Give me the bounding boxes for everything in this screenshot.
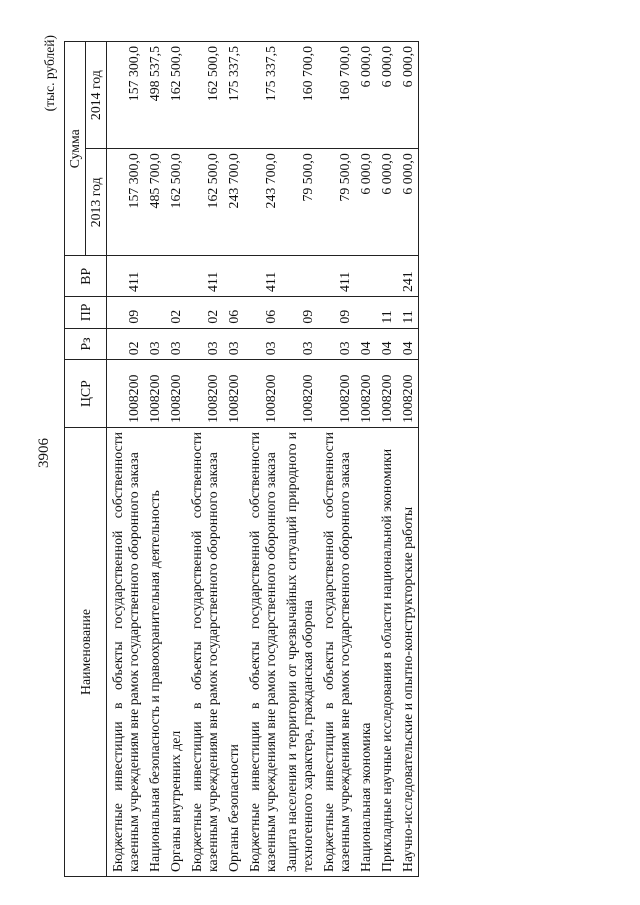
row-sum-2013: 79 500,0 [318, 149, 355, 256]
row-pr [355, 297, 376, 329]
table-row [144, 42, 165, 877]
row-csr: 1008200 [281, 360, 318, 428]
header-year-2013: 2013 год [86, 149, 107, 256]
row-pr: 09 [281, 297, 318, 329]
table-row [186, 42, 223, 877]
row-sum-2014: 157 300,0 [107, 42, 145, 149]
row-sum-2014: 175 337,5 [244, 42, 281, 149]
row-rz: 04 [355, 328, 376, 360]
table-row [376, 42, 397, 877]
row-sum-2014: 162 500,0 [186, 42, 223, 149]
row-rz: 03 [165, 328, 186, 360]
row-vr: 411 [107, 256, 145, 297]
row-name: Бюджетные инвестиции в объекты государственной собственности казенным учреждениям вне рамок государственного оборонного заказа [318, 427, 355, 876]
row-csr: 1008200 [107, 360, 145, 428]
row-vr [223, 256, 244, 297]
row-sum-2014: 498 537,5 [144, 42, 165, 149]
table-row [355, 42, 376, 877]
row-csr: 1008200 [165, 360, 186, 428]
row-sum-2014: 6 000,0 [397, 42, 419, 149]
header-name: Наименование [65, 427, 107, 876]
row-name: Бюджетные инвестиции в объекты государственной собственности казенным учреждениям вне рамок государственного оборонного заказа [244, 427, 281, 876]
row-name: Национальная экономика [355, 427, 376, 876]
row-sum-2014: 6 000,0 [355, 42, 376, 149]
row-vr [165, 256, 186, 297]
header-year-2014: 2014 год [86, 42, 107, 149]
row-sum-2013: 6 000,0 [397, 149, 419, 256]
row-sum-2013: 79 500,0 [281, 149, 318, 256]
row-pr: 09 [107, 297, 145, 329]
row-rz: 04 [376, 328, 397, 360]
row-name: Бюджетные инвестиции в объекты государственной собственности казенным учреждениям вне рамок государственного оборонного заказа [107, 427, 145, 876]
row-sum-2014: 6 000,0 [376, 42, 397, 149]
row-name: Защита населения и территории от чрезвычайных ситуаций природного и техногенного характера, гражданская оборона [281, 427, 318, 876]
table-row [165, 42, 186, 877]
row-pr: 09 [318, 297, 355, 329]
row-sum-2014: 160 700,0 [318, 42, 355, 149]
row-vr: 241 [397, 256, 419, 297]
row-sum-2013: 157 300,0 [107, 149, 145, 256]
row-rz: 03 [186, 328, 223, 360]
table-row [281, 42, 318, 877]
row-sum-2013: 243 700,0 [223, 149, 244, 256]
row-sum-2014: 160 700,0 [281, 42, 318, 149]
row-csr: 1008200 [318, 360, 355, 428]
row-sum-2014: 162 500,0 [165, 42, 186, 149]
row-vr: 411 [186, 256, 223, 297]
row-sum-2013: 162 500,0 [186, 149, 223, 256]
header-pr: ПР [65, 297, 107, 329]
row-pr: 02 [186, 297, 223, 329]
row-vr [281, 256, 318, 297]
row-csr: 1008200 [144, 360, 165, 428]
header-sum: Сумма [65, 42, 86, 256]
header-rz: Рз [65, 328, 107, 360]
row-csr: 1008200 [376, 360, 397, 428]
row-name: Органы внутренних дел [165, 427, 186, 876]
row-sum-2013: 6 000,0 [355, 149, 376, 256]
table-row [223, 42, 244, 877]
row-sum-2013: 6 000,0 [376, 149, 397, 256]
row-name: Прикладные научные исследования в области национальной экономики [376, 427, 397, 876]
page-number: 3906 [36, 438, 52, 468]
row-vr: 411 [318, 256, 355, 297]
row-pr: 06 [244, 297, 281, 329]
row-rz: 03 [223, 328, 244, 360]
row-sum-2013: 243 700,0 [244, 149, 281, 256]
row-sum-2013: 162 500,0 [165, 149, 186, 256]
unit-note: (тыс. рублей) [42, 35, 57, 112]
row-rz: 03 [281, 328, 318, 360]
header-vr: ВР [65, 256, 107, 297]
table-row [318, 42, 355, 877]
row-csr: 1008200 [223, 360, 244, 428]
table-header [65, 42, 107, 877]
budget-table [64, 41, 419, 877]
row-vr [144, 256, 165, 297]
row-csr: 1008200 [244, 360, 281, 428]
row-rz: 04 [397, 328, 419, 360]
row-pr: 11 [397, 297, 419, 329]
table-row [107, 42, 145, 877]
row-sum-2013: 485 700,0 [144, 149, 165, 256]
row-csr: 1008200 [186, 360, 223, 428]
row-pr [144, 297, 165, 329]
row-name: Национальная безопасность и правоохранительная деятельность [144, 427, 165, 876]
row-rz: 03 [144, 328, 165, 360]
table-row [397, 42, 419, 877]
header-csr: ЦСР [65, 360, 107, 428]
row-csr: 1008200 [397, 360, 419, 428]
table-row [244, 42, 281, 877]
row-name: Бюджетные инвестиции в объекты государственной собственности казенным учреждениям вне рамок государственного оборонного заказа [186, 427, 223, 876]
row-vr [376, 256, 397, 297]
row-pr: 11 [376, 297, 397, 329]
row-csr: 1008200 [355, 360, 376, 428]
row-name: Научно-исследовательские и опытно-конструкторские работы [397, 427, 419, 876]
row-pr: 02 [165, 297, 186, 329]
row-name: Органы безопасности [223, 427, 244, 876]
row-sum-2014: 175 337,5 [223, 42, 244, 149]
row-pr: 06 [223, 297, 244, 329]
row-rz: 03 [244, 328, 281, 360]
row-rz: 03 [318, 328, 355, 360]
row-rz: 02 [107, 328, 145, 360]
row-vr: 411 [244, 256, 281, 297]
row-vr [355, 256, 376, 297]
